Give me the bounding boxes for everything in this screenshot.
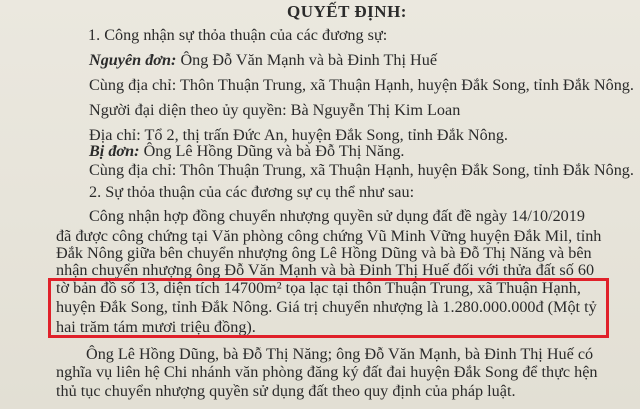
paragraph-1-line-2: đã được công chứng tại Văn phòng công chứng Vũ Minh Vững huyện Đắk Mil, tỉnh [56,227,602,245]
plaintiff-label: Nguyên đơn: [89,51,177,69]
defendant-address: Cùng địa chỉ: Thôn Thuận Trung, xã Thuận Hạnh, huyện Đắk Song, tỉnh Đắk Nông. [89,161,634,179]
paragraph-2-line-2: nghĩa vụ liên hệ Chi nhánh văn phòng đăng ký đất đai huyện Đắk Song để thực hện [56,363,598,381]
paragraph-2-line-3: thủ tục chuyển nhượng quyền sử dụng đất theo quy định của pháp luật. [56,382,516,400]
defendant-label: Bị đơn: [89,142,140,160]
plaintiff-names: Ông Đỗ Văn Mạnh và bà Đinh Thị Huế [176,51,438,69]
plaintiff-address: Cùng địa chỉ: Thôn Thuận Trung, xã Thuận Hạnh, huyện Đắk Song, tỉnh Đắk Nông. [89,76,634,94]
red-highlight-box [48,278,609,338]
decision-title: QUYẾT ĐỊNH: [287,2,407,21]
plaintiff-line [89,50,437,70]
paragraph-2-line-1: Ông Lê Hồng Dũng, bà Đỗ Thị Năng; ông Đỗ Văn Mạnh, bà Đinh Thị Huế có [86,345,594,363]
section-2-heading: 2. Sự thỏa thuận của các đương sự cụ thể như sau: [89,183,415,201]
paragraph-1-line-7: hai trăm tám mươi triệu đồng). [56,318,256,336]
paragraph-1-line-3: Đắk Nông giữa bên chuyển nhượng ông Lê Hồng Dũng và bà Đỗ Thị Năng và bên [56,244,592,262]
paragraph-1-line-1: Công nhận hợp đồng chuyển nhượng quyền sử dụng đất đề ngày 14/10/2019 [89,207,585,225]
paragraph-1-line-4: nhận chuyển nhượng ông Đỗ Văn Mạnh và bà Đinh Thị Huế đối với thửa đất số 60 [56,261,595,279]
defendant-line [89,141,404,161]
area-location-text: ² tọa lạc tại thôn Thuận Trung, xã Thuận Hạnh, [276,279,581,297]
defendant-names: Ông Lê Hồng Dũng và bà Đỗ Thị Năng. [139,142,405,160]
paragraph-1-line-6: huyện Đắk Song, tỉnh Đắk Nông. Giá trị chuyển nhượng là 1.280.000.000đ (Một tỷ [56,298,597,316]
representative-line: Người đại diện theo ủy quyền: Bà Nguyễn Thị Kim Loan [89,101,461,119]
area-text: tờ bản đồ số 13, diện tích 14700m [56,279,277,297]
representative-address: Địa chỉ: Tổ 2, thị trấn Đức An, huyện Đắk Song, tỉnh Đắk Nông. [89,126,508,144]
section-1-heading: 1. Công nhận sự thỏa thuận của các đương sự: [88,26,388,44]
